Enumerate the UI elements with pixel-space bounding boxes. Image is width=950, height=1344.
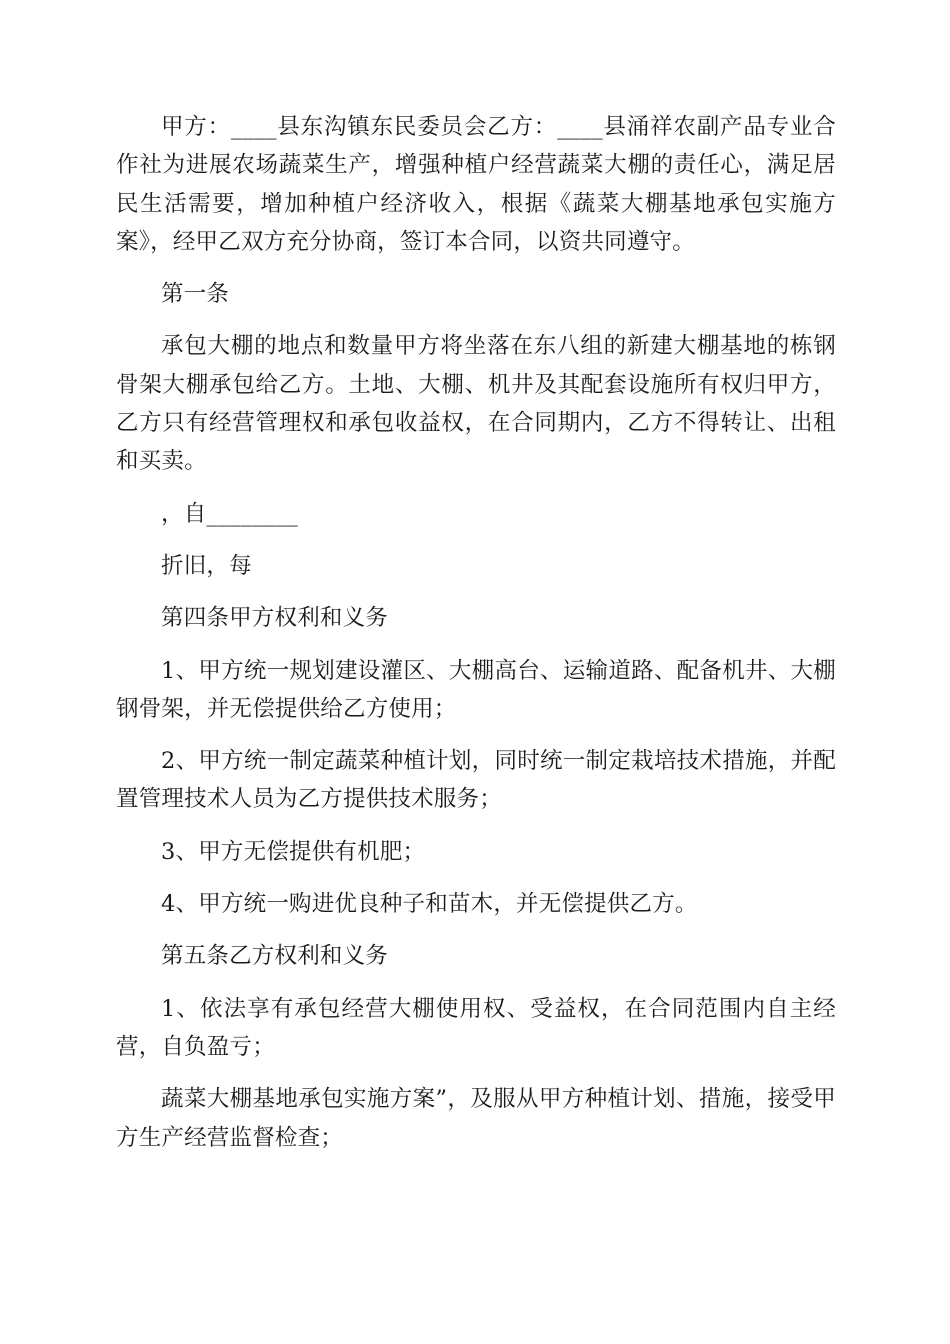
list-item: 1、依法享有承包经营大棚使用权、受益权，在合同范围内自主经营，自负盈亏； xyxy=(116,995,836,1060)
paragraph-depreciation-fragment: 折旧，每 xyxy=(161,552,252,579)
paragraph-greenhouse-location: 承包大棚的地点和数量甲方将坐落在东八组的新建大棚基地的栋钢骨架大棚承包给乙方。土地、大棚、机井及其配套设施所有权归甲方，乙方只有经营管理权和承包收益权，在合同期内，乙方不得转让、出租和买卖。 xyxy=(116,333,836,475)
list-item: 2、甲方统一制定蔬菜种植计划，同时统一制定栽培技术措施，并配置管理技术人员为乙方提供技术服务； xyxy=(116,748,836,813)
list-item: 蔬菜大棚基地承包实施方案”，及服从甲方种植计划、措施，接受甲方生产经营监督检查； xyxy=(116,1086,836,1151)
article-one-heading: 第一条 xyxy=(161,281,230,308)
document-body xyxy=(116,108,836,1171)
list-item: 1、甲方统一规划建设灌区、大棚高台、运输道路、配备机井、大棚钢骨架，并无偿提供给乙方使用； xyxy=(116,657,836,722)
article-four-heading: 第四条甲方权利和义务 xyxy=(161,605,389,632)
article-five-heading: 第五条乙方权利和义务 xyxy=(161,943,389,970)
paragraph-preamble: 甲方：____县东沟镇东民委员会乙方：____县涌祥农副产品专业合作社为进展农场蔬菜生产，增强种植户经营蔬菜大棚的责任心，满足居民生活需要，增加种植户经济收入，根据《蔬菜大棚基地承包实施方案》，经甲乙双方充分协商，签订本合同，以资共同遵守。 xyxy=(116,114,836,255)
list-item: 3、甲方无偿提供有机肥； xyxy=(161,838,426,865)
paragraph-term-fragment: ，自________ xyxy=(161,500,299,527)
list-item: 4、甲方统一购进优良种子和苗木，并无偿提供乙方。 xyxy=(161,891,698,918)
